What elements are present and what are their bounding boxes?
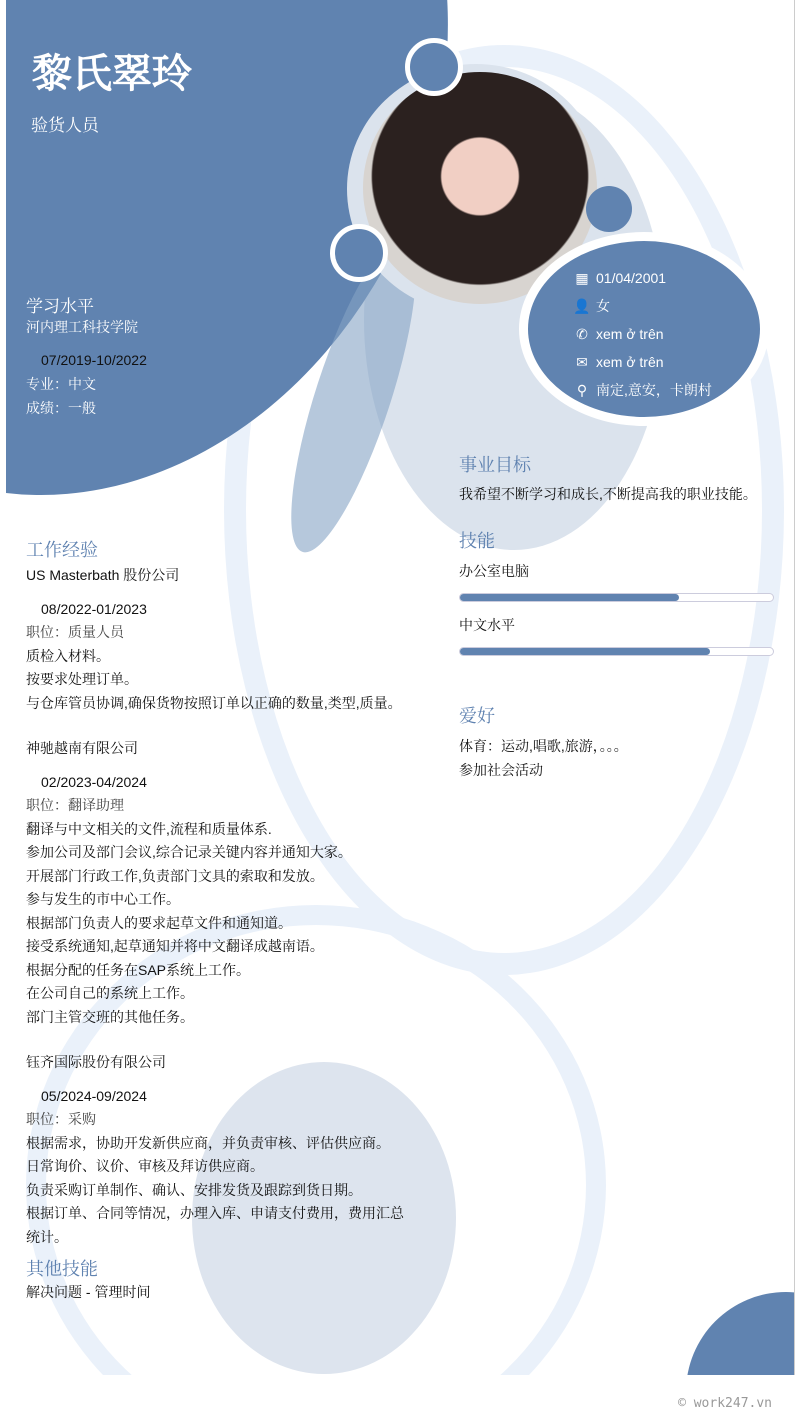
hobby-item: 参加社会活动: [459, 762, 543, 778]
job-duty: 根据订单、合同等情况，办理入库、申请支付费用，费用汇总统计。: [26, 1205, 404, 1245]
phone-icon: ✆: [576, 325, 588, 342]
email-value: xem ở trên: [596, 354, 664, 370]
skill-bar-fill: [460, 648, 710, 655]
skill-name: 办公室电脑: [459, 563, 529, 579]
decor-dot: [586, 186, 632, 232]
company-name: 钰齐国际股份有限公司: [26, 1054, 166, 1070]
skill-bar: [459, 593, 774, 602]
objective-text: 我希望不断学习和成长,不断提高我的职业技能。: [459, 486, 757, 502]
dob-value: 01/04/2001: [596, 270, 667, 286]
school-name: 河内理工科技学院: [26, 319, 138, 335]
other-skills-heading: 其他技能: [26, 1259, 98, 1279]
job-entry: [26, 737, 406, 1029]
education-heading: 学习水平: [26, 297, 94, 316]
phone-value: xem ở trên: [596, 326, 664, 342]
job-position: 职位：采购: [26, 1111, 96, 1127]
job-position: 职位：翻译助理: [26, 797, 124, 813]
job-duty: 根据部门负责人的要求起草文件和通知道。: [26, 914, 292, 931]
skill-bar-fill: [460, 594, 679, 601]
contact-list: [568, 264, 712, 404]
job-period: 08/2022-01/2023: [41, 600, 147, 617]
job-entry: [26, 1051, 406, 1249]
job-position: 职位：质量人员: [26, 624, 124, 640]
contact-address: [568, 376, 712, 404]
objective-heading: 事业目标: [459, 455, 531, 475]
job-duty: 按要求处理订单。: [26, 671, 138, 687]
education-period: 07/2019-10/2022: [41, 352, 147, 368]
experience-heading: 工作经验: [26, 540, 98, 560]
job-duty: 翻译与中文相关的文件,流程和质量体系.: [26, 820, 272, 837]
job-duty: 日常询价、议价、审核及拜访供应商。: [26, 1158, 264, 1174]
education-major: 专业：中文: [26, 376, 96, 392]
resume-page: [6, 0, 795, 1375]
company-name: US Masterbath 股份公司: [26, 567, 180, 583]
job-period: 05/2024-09/2024: [41, 1087, 147, 1104]
hobby-item: 体育：运动,唱歌,旅游，。。。: [459, 738, 628, 754]
job-entry: [26, 564, 406, 715]
contact-phone: [568, 320, 712, 348]
job-duty: 质检入材料。: [26, 647, 110, 664]
job-duty: 部门主管交班的其他任务。: [26, 1008, 194, 1025]
calendar-icon: ▦: [575, 269, 589, 286]
job-duty: 负责采购订单制作、确认、安排发货及跟踪到货日期。: [26, 1181, 362, 1198]
decor-dot: [330, 224, 388, 282]
job-duty: 与仓库管员协调,确保货物按照订单以正确的数量,类型,质量。: [26, 694, 402, 711]
job-period: 02/2023-04/2024: [41, 773, 147, 790]
skill-name: 中文水平: [459, 617, 515, 633]
contact-email: [568, 348, 712, 376]
skill-bar: [459, 647, 774, 656]
job-duty: 根据分配的任务在SAP系统上工作。: [26, 961, 251, 978]
job-duty: 在公司自己的系统上工作。: [26, 985, 194, 1001]
job-title: 验货人员: [31, 116, 99, 135]
job-duty: 参与发生的市中心工作。: [26, 891, 180, 907]
job-duty: 开展部门行政工作,负责部门文具的索取和发放。: [26, 867, 324, 884]
hobbies-heading: 爱好: [459, 706, 495, 726]
footer-watermark: © work247.vn: [678, 1396, 772, 1411]
job-duty: 根据需求，协助开发新供应商，并负责审核、评估供应商。: [26, 1134, 390, 1151]
contact-dob: [568, 264, 712, 292]
experience-section: [26, 536, 406, 1305]
skills-heading: 技能: [459, 531, 495, 551]
user-icon: 👤: [573, 297, 591, 314]
job-duty: 接受系统通知,起草通知并将中文翻译成越南语。: [26, 938, 324, 954]
other-skills-text: 解决问题 - 管理时间: [26, 1284, 151, 1300]
job-duty: 参加公司及部门会议,综合记录关键内容并通知大家。: [26, 844, 352, 860]
location-icon: ⚲: [576, 381, 588, 398]
address-value: 南定,意安，卡朗村: [596, 382, 712, 398]
contact-gender: [568, 292, 712, 320]
mail-icon: ✉: [576, 353, 588, 370]
candidate-name: 黎氏翠玲: [32, 52, 192, 96]
corner-blob: [686, 1292, 795, 1375]
education-grade: 成绩：一般: [26, 400, 96, 416]
gender-value: 女: [596, 298, 610, 314]
decor-dot: [405, 38, 463, 96]
company-name: 神驰越南有限公司: [26, 740, 138, 756]
